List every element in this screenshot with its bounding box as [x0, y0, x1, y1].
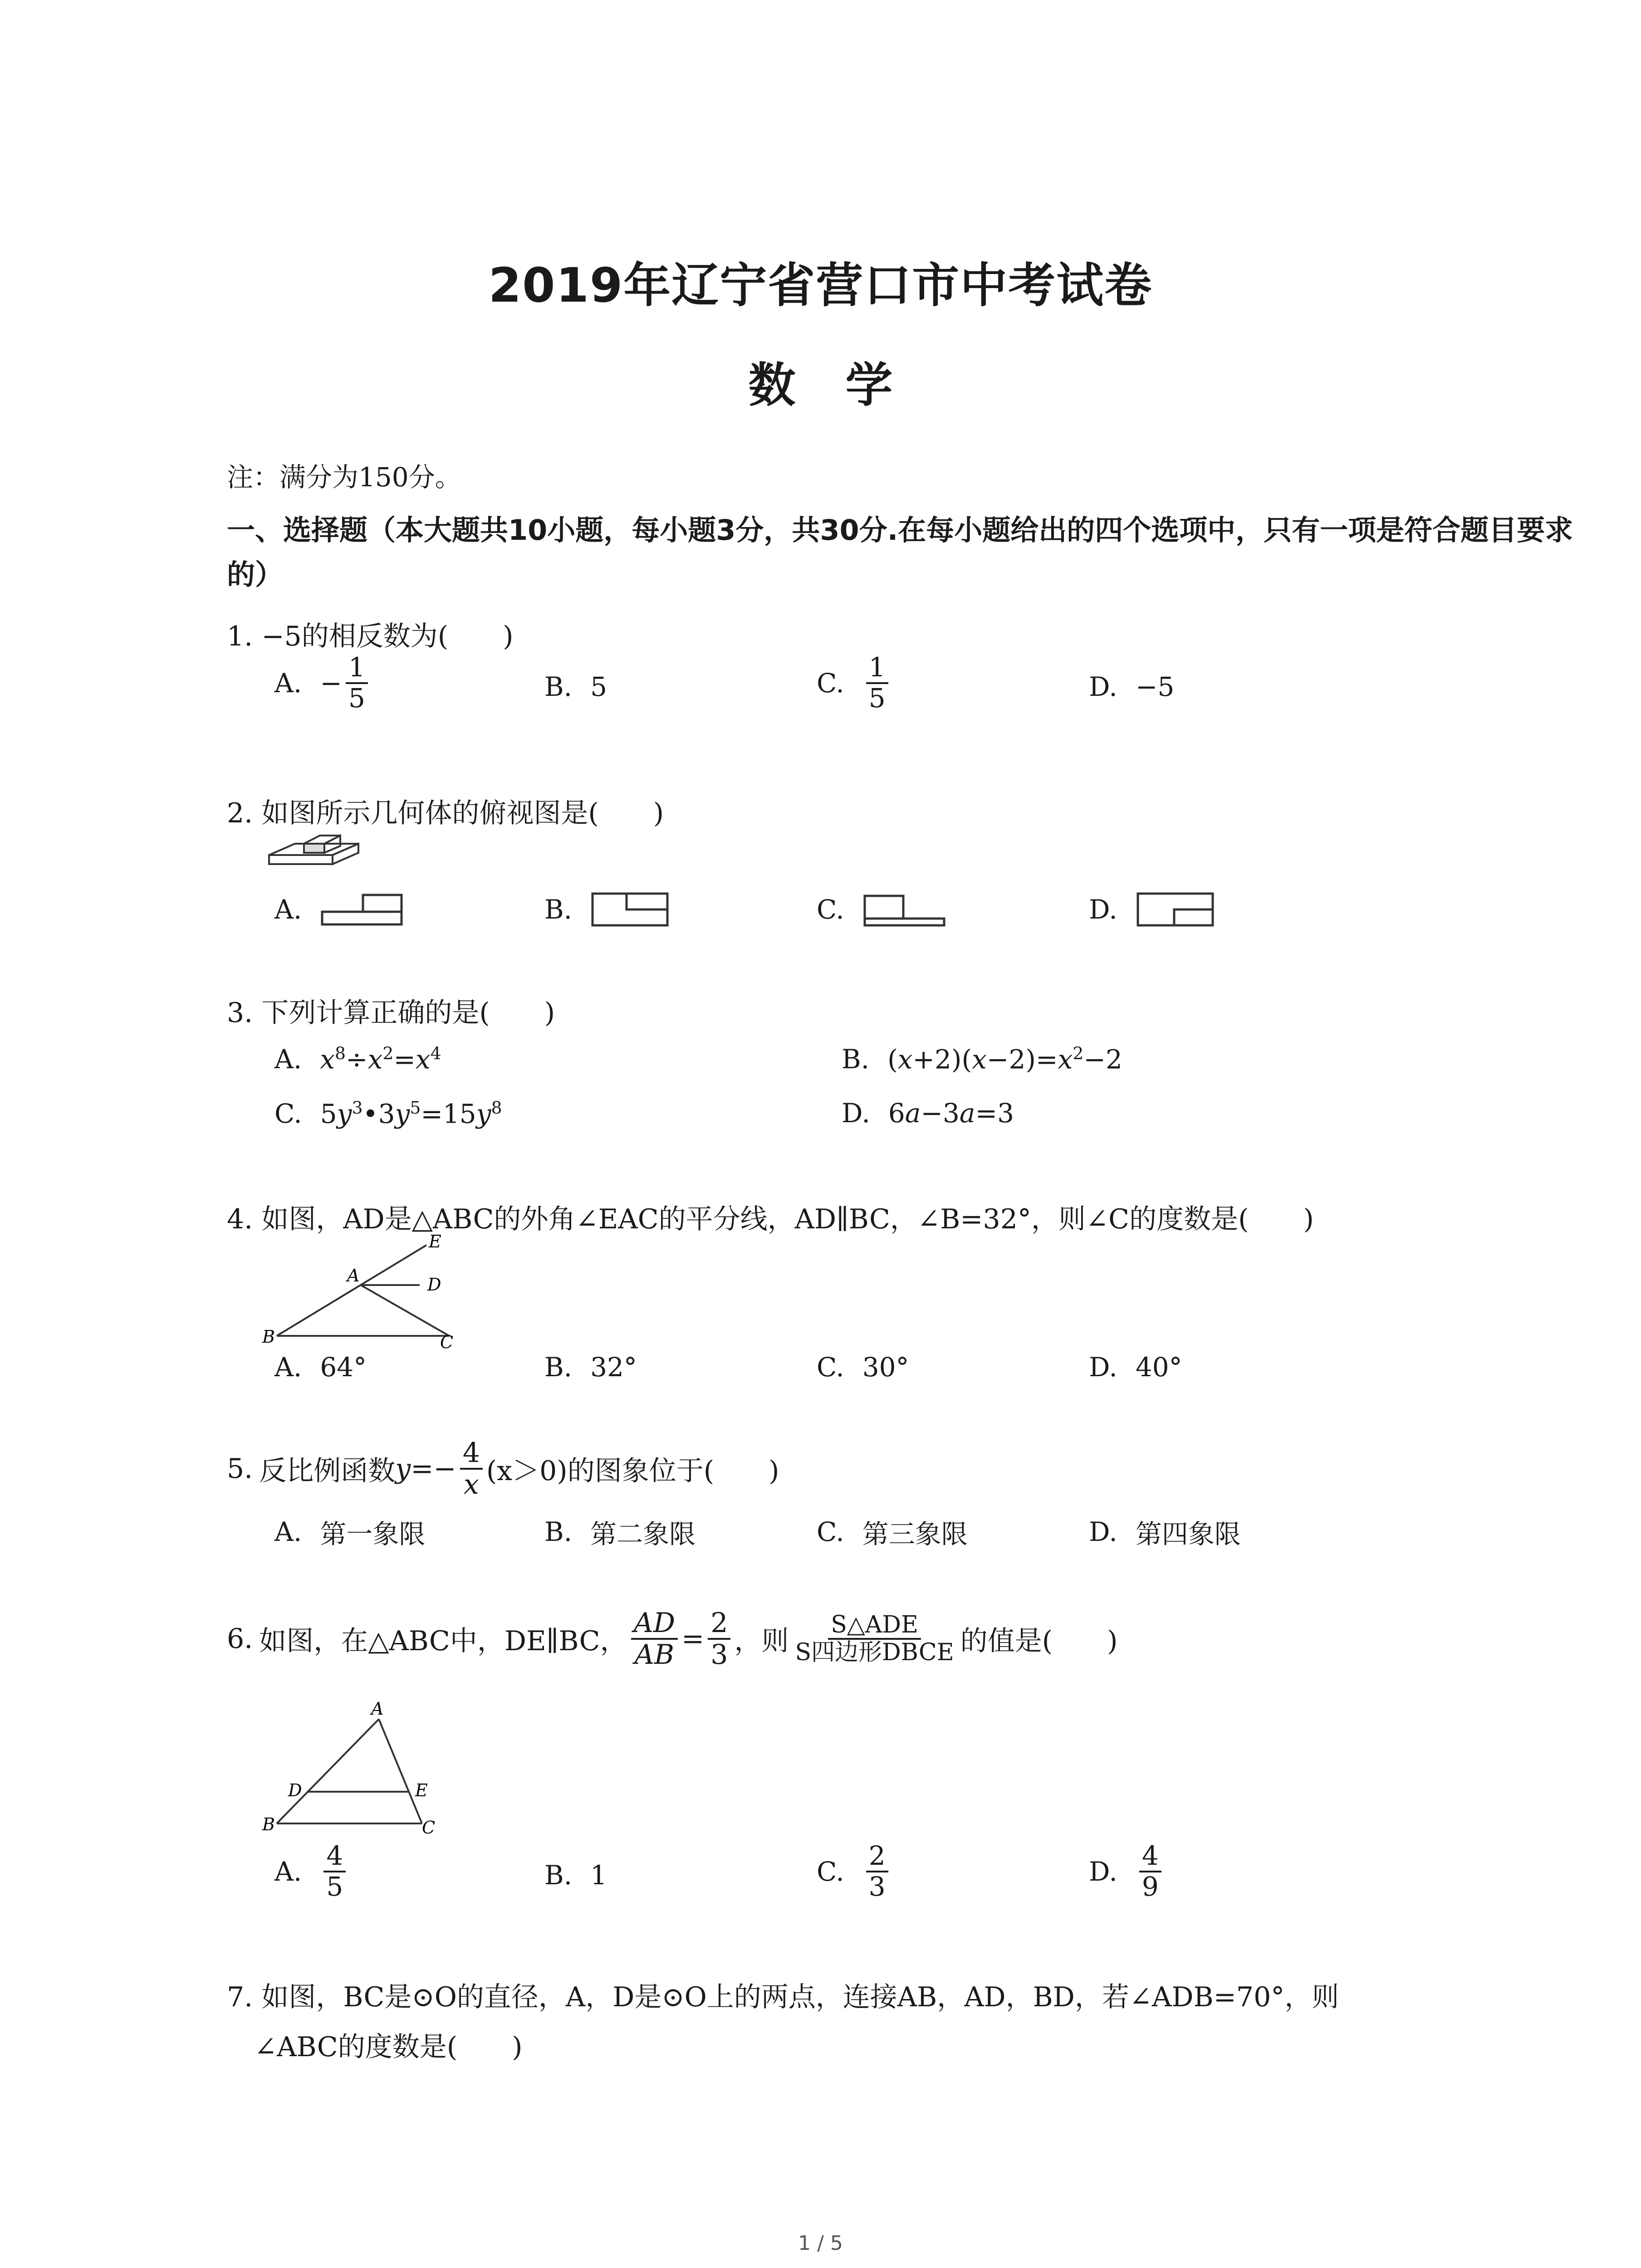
option-label: A.: [274, 1043, 302, 1075]
option-label: B.: [544, 1516, 573, 1547]
q1-option-c[interactable]: [817, 653, 892, 713]
label-e: E: [415, 1780, 428, 1800]
option-label: A.: [274, 894, 302, 925]
q5-option-a[interactable]: [274, 1513, 425, 1551]
option-label: B.: [842, 1043, 870, 1075]
option-value: 32°: [590, 1352, 637, 1383]
option-label: B.: [544, 671, 573, 702]
option-fraction: $\frac{4}{5}$: [323, 1842, 346, 1901]
q6-option-a[interactable]: [274, 1842, 349, 1901]
option-expression: $(x+2)(x-2)=x^2-2$: [887, 1043, 1122, 1075]
label-b: B: [262, 1814, 275, 1834]
option-value: −5: [1135, 671, 1175, 702]
option-fraction: $\frac{1}{5}$: [346, 653, 368, 713]
question-number: 5.: [227, 1453, 253, 1485]
score-note: 注：满分为150分。: [227, 462, 461, 493]
equals-sign: =: [681, 1623, 705, 1655]
option-expression: $5y^3•3y^5=15y^8$: [320, 1098, 502, 1129]
option-label: D.: [1089, 1352, 1117, 1383]
q6-option-c[interactable]: [817, 1842, 892, 1901]
solid-figure: [265, 830, 370, 875]
q3-option-b[interactable]: [842, 1043, 1122, 1075]
area-ratio-fraction: $\frac{\text{S△ADE}}{\text{S四边形DBCE}}$: [795, 1611, 954, 1666]
label-d: D: [288, 1780, 302, 1800]
function-lhs: y=−: [395, 1453, 456, 1485]
option-label: D.: [1089, 1516, 1117, 1547]
label-a: A: [347, 1266, 360, 1286]
q2-option-c[interactable]: [817, 891, 949, 928]
question-6: [227, 1608, 1118, 1670]
question-5: [227, 1438, 779, 1500]
label-e: E: [429, 1234, 441, 1251]
question-text: −5的相反数为( ): [261, 621, 514, 652]
question-1: [227, 615, 514, 654]
q4-triangle-figure: [259, 1234, 467, 1352]
q1-option-a[interactable]: [274, 653, 372, 713]
label-c: C: [422, 1818, 436, 1837]
option-expression: $x^8\div x^2=x^4$: [320, 1043, 441, 1075]
question-text-lead: 如图，在△ABC中，DE∥BC，: [259, 1625, 627, 1657]
option-fraction: $\frac{4}{9}$: [1139, 1842, 1161, 1901]
option-label: C.: [817, 1516, 844, 1547]
question-text-lead: 反比例函数: [259, 1455, 396, 1487]
question-7-line2: ∠ABC的度数是( ): [254, 2031, 523, 2063]
option-label: D.: [842, 1098, 870, 1129]
label-a: A: [371, 1701, 384, 1719]
q4-option-d[interactable]: [1089, 1352, 1182, 1383]
option-label: A.: [274, 1352, 302, 1383]
option-value: 第四象限: [1135, 1519, 1241, 1549]
option-value: 30°: [862, 1352, 909, 1383]
q3-option-a[interactable]: [274, 1043, 441, 1075]
option-label: C.: [817, 667, 844, 699]
option-label: A.: [274, 667, 302, 699]
q4-option-b[interactable]: [544, 1352, 637, 1383]
option-label: B.: [544, 1352, 573, 1383]
option-fraction: $\frac{1}{5}$: [866, 653, 888, 713]
page-title: 2019年辽宁省营口市中考试卷: [488, 258, 1153, 313]
option-label: D.: [1089, 671, 1117, 702]
top-view-d-figure: [1136, 891, 1217, 928]
option-label: C.: [274, 1098, 302, 1129]
subject-title: 数学: [748, 357, 943, 413]
top-view-b-figure: [590, 891, 672, 928]
question-3: [227, 991, 555, 1030]
question-7: [227, 1975, 1339, 2014]
option-value: 5: [590, 671, 607, 702]
question-text: 如图，BC是⊙O的直径，A，D是⊙O上的两点，连接AB，AD，BD，若∠ADB=70°，则: [261, 1981, 1339, 2013]
option-value: 1: [590, 1860, 607, 1891]
question-number: 2.: [227, 797, 253, 829]
question-number: 6.: [227, 1623, 253, 1655]
q5-option-d[interactable]: [1089, 1513, 1241, 1551]
label-b: B: [262, 1327, 275, 1347]
option-value: 64°: [320, 1352, 367, 1383]
q6-triangle-figure: [259, 1701, 449, 1837]
option-label: C.: [817, 1856, 844, 1887]
option-value: 第二象限: [590, 1519, 696, 1549]
question-number: 4.: [227, 1203, 253, 1235]
ratio-value-fraction: $\frac{2}{3}$: [708, 1608, 730, 1670]
label-c: C: [440, 1332, 454, 1352]
question-number: 3.: [227, 997, 253, 1029]
option-value: 第一象限: [320, 1519, 426, 1549]
label-d: D: [427, 1275, 441, 1295]
q6-option-b[interactable]: [544, 1860, 607, 1891]
option-label: D.: [1089, 1856, 1117, 1887]
q2-option-b[interactable]: [544, 891, 672, 928]
option-label: A.: [274, 1856, 302, 1887]
q2-option-d[interactable]: [1089, 891, 1217, 928]
option-value: 第三象限: [862, 1519, 968, 1549]
question-number: 1.: [227, 621, 253, 652]
option-sign: −: [320, 667, 342, 699]
page-number: 1 / 5: [798, 2232, 843, 2255]
question-4: [227, 1198, 1314, 1237]
q3-option-d[interactable]: [842, 1098, 1014, 1129]
option-label: D.: [1089, 894, 1117, 925]
option-expression: 6a−3a=3: [888, 1098, 1014, 1129]
option-fraction: $\frac{2}{3}$: [866, 1842, 888, 1901]
option-label: B.: [544, 1860, 573, 1891]
option-label: C.: [817, 1352, 844, 1383]
q5-option-c[interactable]: [817, 1513, 968, 1551]
question-text-tail: 的值是( ): [960, 1625, 1118, 1657]
question-text-mid: ，则: [734, 1625, 789, 1657]
q4-option-c[interactable]: [817, 1352, 909, 1383]
option-label: B.: [544, 894, 573, 925]
question-2: [227, 792, 664, 831]
q4-option-a[interactable]: [274, 1352, 367, 1383]
section-heading: 一、选择题（本大题共10小题，每小题3分，共30分.在每小题给出的四个选项中，只有一项是符合题目要求的）: [227, 513, 1573, 591]
function-fraction: $\frac{4}{x}$: [460, 1438, 483, 1500]
option-label: C.: [817, 894, 844, 925]
option-label: A.: [274, 1516, 302, 1547]
top-view-c-figure: [862, 891, 949, 928]
q3-option-c[interactable]: [274, 1098, 502, 1129]
option-value: 40°: [1135, 1352, 1182, 1383]
q5-option-b[interactable]: [544, 1513, 696, 1551]
ratio-fraction: $\frac{AD}{AB}$: [631, 1608, 678, 1670]
question-text: AD是△ABC的外角∠EAC的平分线，AD∥BC，∠B=32°，则∠C的度数是( ): [343, 1203, 1314, 1235]
question-number: 7.: [227, 1981, 253, 2013]
q2-option-a[interactable]: [274, 891, 406, 928]
q1-option-b[interactable]: [544, 671, 607, 702]
question-text: 如图所示几何体的俯视图是( ): [261, 797, 664, 829]
top-view-a-figure: [320, 891, 406, 928]
question-text: 下列计算正确的是( ): [261, 997, 555, 1029]
q6-option-d[interactable]: [1089, 1842, 1165, 1901]
question-text-tail: (x＞0)的图象位于( ): [486, 1455, 779, 1487]
q1-option-d[interactable]: [1089, 671, 1174, 702]
question-text-lead: 如图，: [261, 1203, 343, 1235]
